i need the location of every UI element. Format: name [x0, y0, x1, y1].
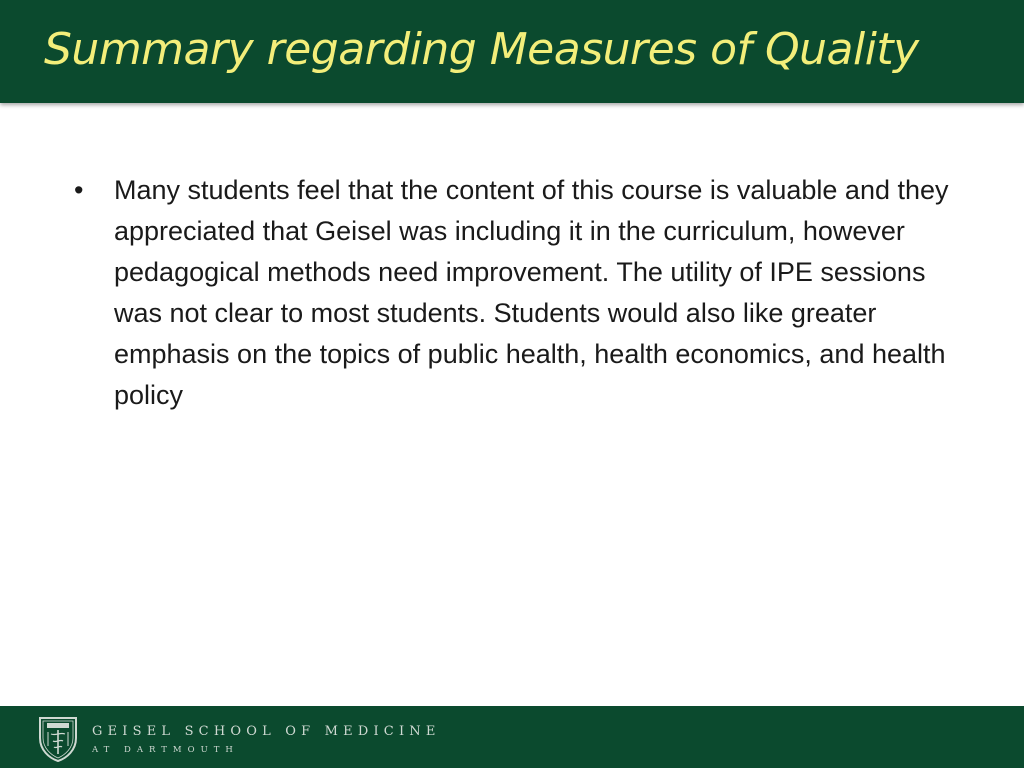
slide-title: Summary regarding Measures of Quality [44, 24, 919, 75]
school-subtitle: AT DARTMOUTH [92, 745, 239, 755]
bullet-list [72, 170, 952, 416]
bullet-marker: • [74, 175, 84, 205]
footer-bar [0, 706, 1024, 768]
bullet-text: Many students feel that the content of this course is valuable and they appreciated that Geisel was including it in the curriculum, however pedagogical methods need improvement. The utility of IPE sessions was not clear to most students. Students would also like greater emphasis on the topics of public health, health economics, and health policy [114, 175, 949, 410]
bullet-item [72, 170, 952, 416]
geisel-shield-icon [36, 714, 80, 764]
slide-content [72, 170, 952, 416]
school-name: GEISEL SCHOOL OF MEDICINE [92, 724, 441, 739]
title-bar [0, 0, 1024, 103]
